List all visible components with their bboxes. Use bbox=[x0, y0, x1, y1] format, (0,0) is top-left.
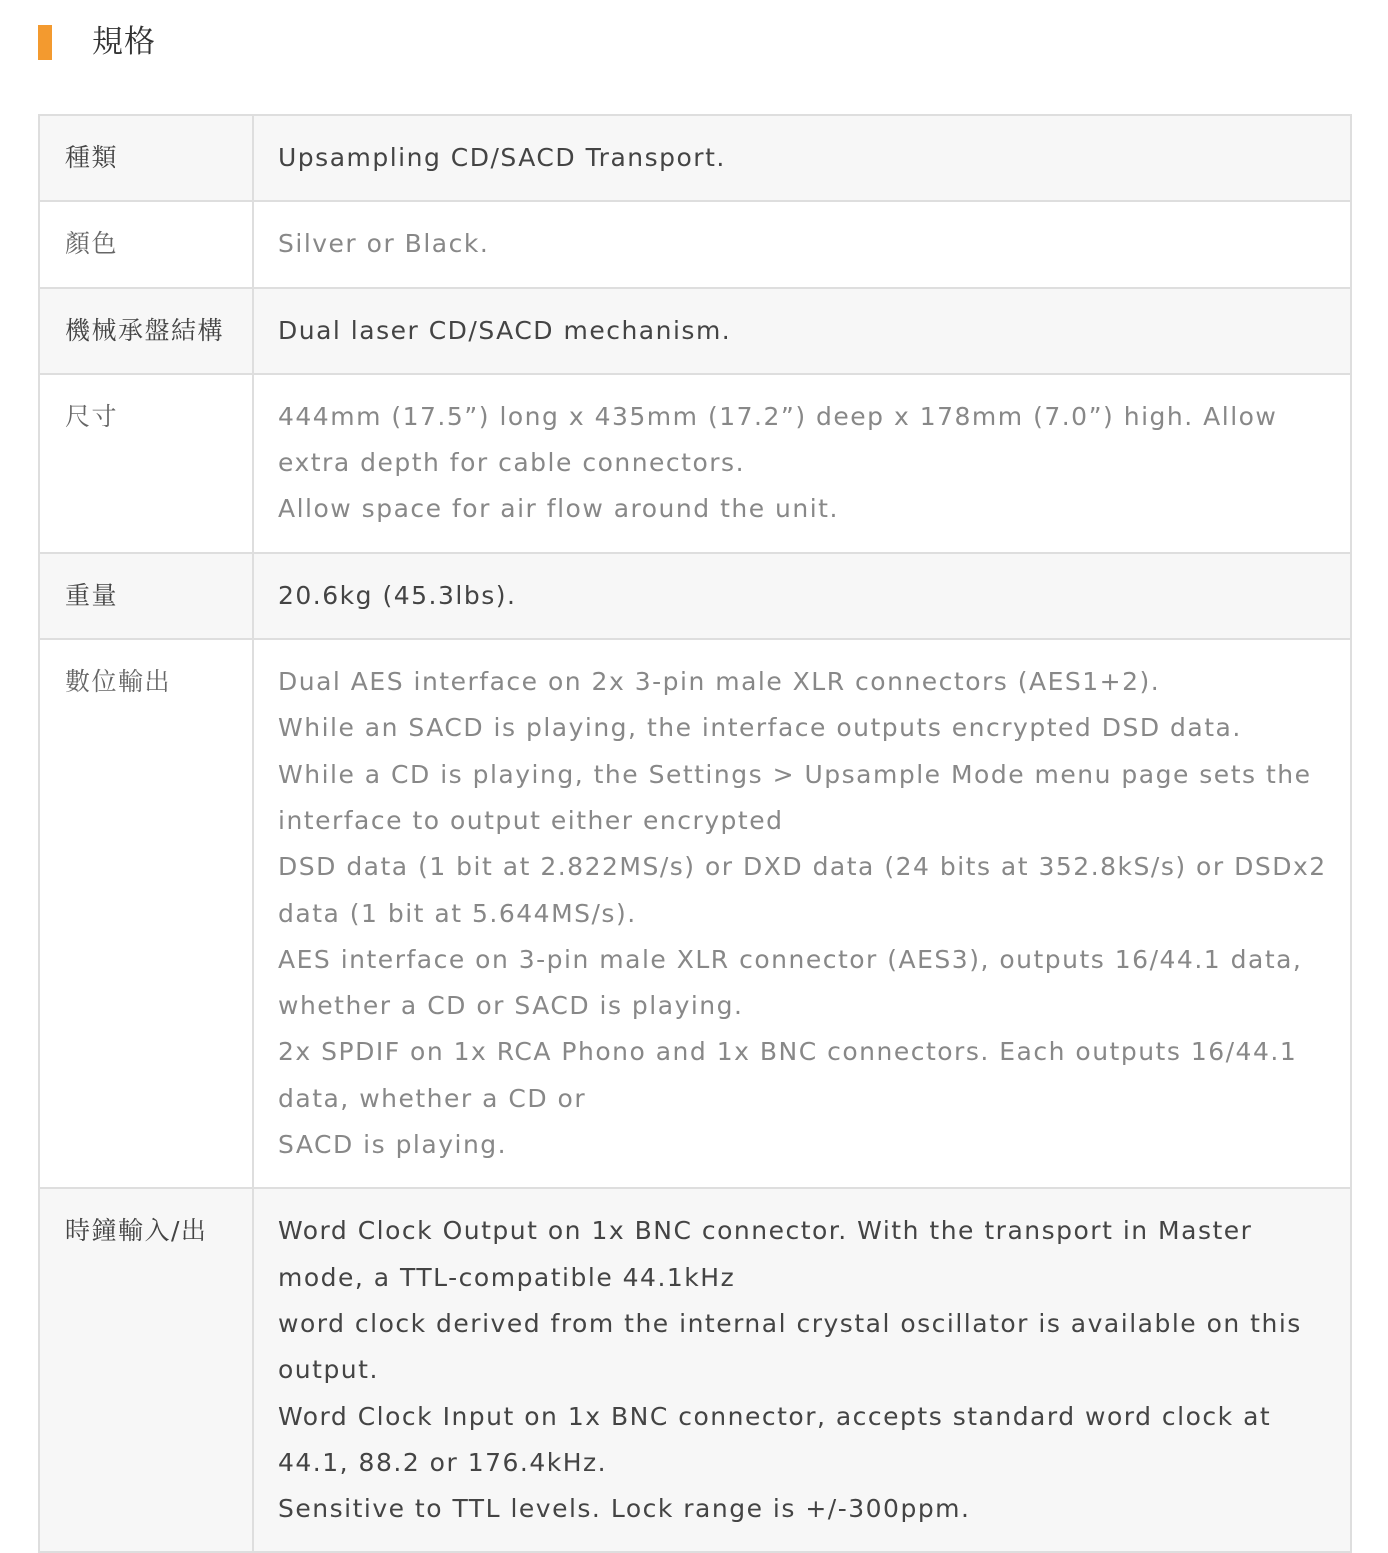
spec-value-line: While an SACD is playing, the interface outputs encrypted DSD data. bbox=[278, 713, 1242, 743]
section-title: 規格 bbox=[92, 24, 156, 60]
spec-label: 數位輸出 bbox=[39, 639, 253, 1188]
spec-value-line: Word Clock Input on 1x BNC connector, accepts standard word clock at 44.1, 88.2 or 176.4kHz. bbox=[278, 1401, 1272, 1477]
spec-row-clock-io bbox=[39, 1188, 1351, 1552]
spec-value-line: Dual laser CD/SACD mechanism. bbox=[278, 315, 732, 345]
spec-label: 顏色 bbox=[39, 201, 253, 287]
spec-value-line: 20.6kg (45.3lbs). bbox=[278, 580, 517, 610]
spec-row-digital-outputs bbox=[39, 639, 1351, 1188]
spec-value-line: 2x SPDIF on 1x RCA Phono and 1x BNC connectors. Each outputs 16/44.1 data, whether a CD or bbox=[278, 1037, 1298, 1113]
spec-label: 尺寸 bbox=[39, 374, 253, 553]
spec-label: 機械承盤結構 bbox=[39, 288, 253, 374]
spec-value-line: Dual AES interface on 2x 3-pin male XLR connectors (AES1+2). bbox=[278, 667, 1161, 697]
spec-value-line: Silver or Black. bbox=[278, 229, 490, 259]
spec-row-color bbox=[39, 201, 1351, 287]
spec-value bbox=[253, 374, 1351, 553]
spec-label: 重量 bbox=[39, 553, 253, 639]
accent-bar bbox=[38, 25, 52, 60]
spec-value-line: DSD data (1 bit at 2.822MS/s) or DXD data (24 bits at 352.8kS/s) or DSDx2 data (1 bit at 5.644MS/s). bbox=[278, 852, 1327, 928]
spec-label: 種類 bbox=[39, 115, 253, 201]
spec-value-line: While a CD is playing, the Settings > Upsample Mode menu page sets the interface to output either encrypted bbox=[278, 759, 1312, 835]
spec-value bbox=[253, 1188, 1351, 1552]
spec-value-line: Allow space for air flow around the unit. bbox=[278, 494, 839, 524]
spec-value bbox=[253, 201, 1351, 287]
spec-value-line: SACD is playing. bbox=[278, 1130, 508, 1160]
spec-value-line: Upsampling CD/SACD Transport. bbox=[278, 143, 726, 172]
spec-row-weight bbox=[39, 553, 1351, 639]
spec-value bbox=[253, 115, 1351, 201]
spec-row-mechanism bbox=[39, 288, 1351, 374]
spec-value-line: word clock derived from the internal crystal oscillator is available on this output. bbox=[278, 1308, 1302, 1385]
spec-section-header bbox=[38, 24, 156, 60]
spec-row-type bbox=[39, 115, 1351, 201]
spec-table bbox=[38, 114, 1352, 1553]
spec-label: 時鐘輸入/出 bbox=[39, 1188, 253, 1552]
spec-row-dimensions bbox=[39, 374, 1351, 553]
spec-value bbox=[253, 639, 1351, 1188]
spec-value-line: Sensitive to TTL levels. Lock range is +/-300ppm. bbox=[278, 1494, 971, 1524]
spec-value-line: AES interface on 3-pin male XLR connector (AES3), outputs 16/44.1 data, whether a CD or SACD is playing. bbox=[278, 944, 1303, 1021]
spec-value-line: 444mm (17.5”) long x 435mm (17.2”) deep x 178mm (7.0”) high. Allow extra depth for cable connectors. bbox=[278, 401, 1278, 478]
spec-value bbox=[253, 288, 1351, 374]
spec-value bbox=[253, 553, 1351, 639]
spec-value-line: Word Clock Output on 1x BNC connector. With the transport in Master mode, a TTL-compatible 44.1kHz bbox=[278, 1216, 1253, 1292]
